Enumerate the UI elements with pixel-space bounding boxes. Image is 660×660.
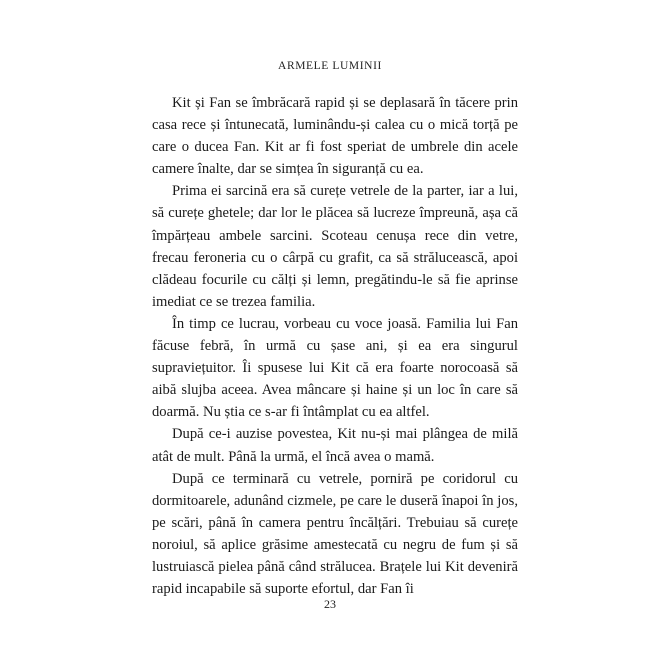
- paragraph-1: Kit și Fan se îmbrăcară rapid și se deplasară în tăcere prin casa rece și întunecată, luminându-și calea cu o mică torță pe care o ducea Fan. Kit ar fi fost speriat de umbrele din acele camere înalte, dar se simțea în siguranță cu ea.: [152, 95, 518, 178]
- paragraph-2: Prima ei sarcină era să curețe vetrele de la parter, iar a lui, să curețe ghetele; dar lor le plăcea să lucreze împreună, așa că împărțeau ambele sarcini. Scoteau cenușa rece din vetre, frecau feroneria cu o cârpă cu grafit, ca să strălucească, apoi clădeau focurile cu călți și lemn, pregătindu-le să fie aprinse imediat ce se trezea familia.: [152, 183, 518, 310]
- paragraph-4: După ce-i auzise povestea, Kit nu-și mai plângea de milă atât de mult. Până la urmă, el încă avea o mamă.: [152, 426, 518, 465]
- paragraph-5: După ce terminară cu vetrele, porniră pe coridorul cu dormitoarele, adunând cizmele, pe care le duseră înapoi în jos, pe scări, până în camera pentru încălțări. Trebuiau să curețe noroiul, să aplice grăsime amestecată cu negru de fum și să lustruiască pielea până când strălucea. Brațele lui Kit deveniră rapid incapabile să suporte efortul, dar Fan îi: [152, 470, 518, 598]
- page-number: 23: [324, 597, 336, 611]
- running-head: ARMELE LUMINII: [278, 60, 382, 72]
- body-text: [152, 92, 518, 600]
- paragraph-3: În timp ce lucrau, vorbeau cu voce joasă. Familia lui Fan făcuse febră, în urmă cu șase ani, și ea era singurul supraviețuitor. Îi spusese lui Kit că era foarte norocoasă să aibă slujba aceea. Avea mâncare și haine și un loc în care să doarmă. Nu știa ce s-ar fi întâmplat cu ea altfel.: [152, 315, 518, 421]
